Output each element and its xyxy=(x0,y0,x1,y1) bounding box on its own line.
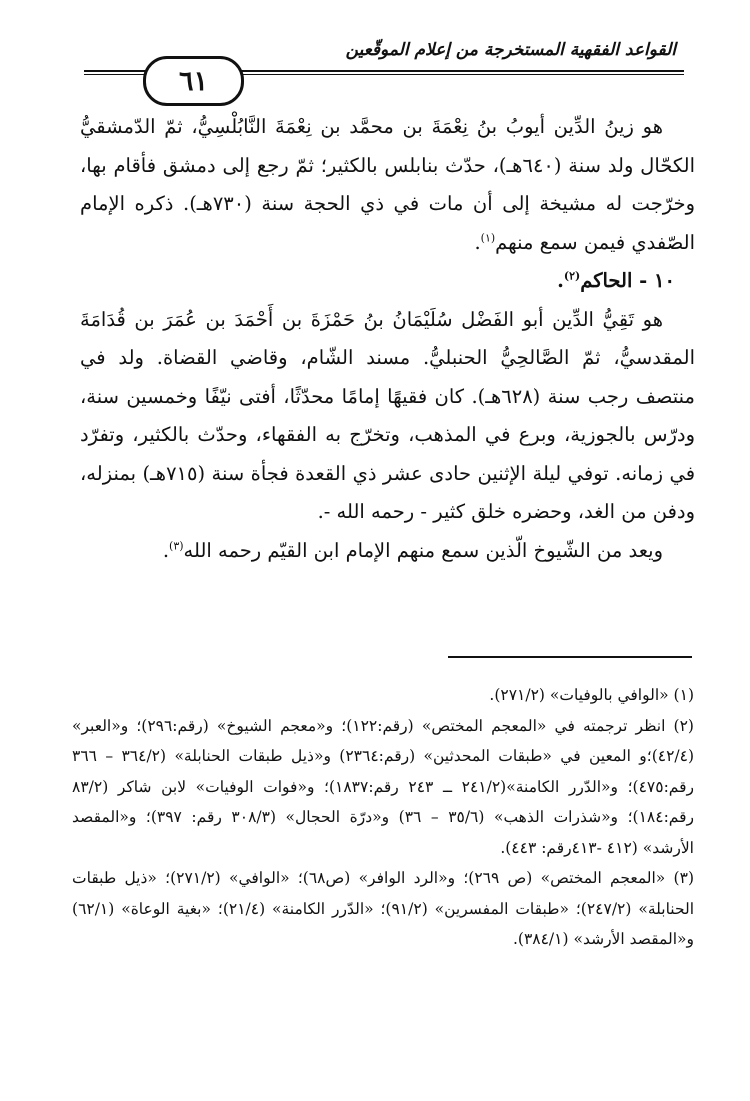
footnote-1: (١) «الوافي بالوفيات» (٢٧١/٢). xyxy=(489,686,694,704)
text-line: ودفن من الغد، وحضره خلق كثير - رحمه الله -. xyxy=(317,500,695,523)
footnote-line: و«فوات الوفيات» لابن شاكر (٨٣/٢ رقم:١٨٤)؛ و«شذرات الذهب» (٣٥/٦ – ٣٦) xyxy=(72,777,694,826)
paragraph-closing xyxy=(80,532,695,571)
footnote-ref: (٢) xyxy=(563,269,581,283)
text-line: رجب سنة (٦٢٨هـ). كان فقيهًا إمامًا محدّثًا، أفتى نيّفًا وخمسين سنة، ودرّس xyxy=(80,384,696,446)
text-line: هو زينُ الدِّين أيوبُ بنُ نِعْمَةَ بن محمَّد بن نِعْمَةَ النَّابُلْسِيُّ، ثمّ الدّمشقيُّ xyxy=(80,115,663,138)
text-line: المقدسيُّ، ثمّ الصَّالحِيُّ الحنبليُّ. مسند الشّام، وقاضي القضاة. ولد في منتصف xyxy=(80,346,695,408)
footnote-separator xyxy=(448,656,692,658)
footnote-line: (٣) «المعجم المختص» (ص ٢٦٩)؛ و«الرد الوافر» (ص٦٨)؛ «الوافي» (٢٧١/٢)؛ «ذيل xyxy=(124,869,694,887)
heading-text: ١٠ - الحاكم xyxy=(580,269,675,292)
text-line: الإمام الصّفدي فيمن سمع منهم xyxy=(80,192,695,254)
footnote-line: (٣٦٤/٢ – ٣٦٦ رقم:٤٧٥)؛ و«الدّرر الكامنة»(٢٤١/٢ ــ ٢٤٣ رقم:١٨٣٧)؛ xyxy=(72,747,694,796)
footnote-line: «بغية الوعاة» (٦٢/١) و«المقصد الأرشد» (٣٨٤/١). xyxy=(72,899,694,948)
text-end: . xyxy=(162,538,170,562)
running-header-title: القواعد الفقهية المستخرجة من إعلام الموقّعين xyxy=(345,40,676,60)
text-line: ويعد من الشّيوخ الّذين سمع منهم الإمام ابن القيّم رحمه الله xyxy=(183,538,663,562)
text-line: زمانه. توفي ليلة الإثنين حادى عشر ذي القعدة فجأة سنة (٧١٥هـ) بمنزله، xyxy=(80,461,664,485)
footnotes xyxy=(72,680,694,955)
footnote-line: (٢) انظر ترجمته في «المعجم المختص» (رقم:١٢٢)؛ و«معجم الشيوخ» (رقم:٢٩٦)؛ xyxy=(136,716,694,735)
paragraph-ayyub xyxy=(80,108,695,262)
text-line: بها، وخرّجت له مشيخة إلى أن مات في ذي الحجة سنة (٧٣٠هـ). ذكره xyxy=(80,153,695,215)
page-number: ٦١ xyxy=(143,56,244,106)
text-line: هو تَقِيُّ الدِّين أبو الفَضْل سُلَيْمَانُ بنُ حَمْزَةَ بن أَحْمَدَ بن عُمَرَ بن قُدَامَةَ xyxy=(80,307,663,331)
heading-end: . xyxy=(557,269,564,292)
text-line: الكحّال ولد سنة (٦٤٠هـ)، حدّث بنابلس بالكثير؛ ثمّ رجع إلى دمشق فأقام xyxy=(113,153,695,177)
footnote-ref: (٣) xyxy=(169,539,184,552)
footnote-line: و«العبر» (٤٢/٤)؛و المعين في «طبقات المحدثين» (رقم:٢٣٦٤) و«ذيل طبقات الحنابلة» xyxy=(72,716,695,765)
footnote-ref: (١) xyxy=(480,231,496,244)
footnote-2 xyxy=(72,711,694,864)
text-line: بالجوزية، وبرع في المذهب، وتخرّج به الفقهاء، وحدّث بالكثير، وتفرّد في xyxy=(80,423,696,485)
footnote-line: طبقات الحنابلة» (٢٤٧/٢)؛ «طبقات المفسرين» (٩١/٢)؛ «الدّرر الكامنة» (٢١/٤)؛ xyxy=(72,869,695,918)
paragraph-sulayman xyxy=(80,301,695,532)
footnote-line: و«درّة الحجال» (٣٠٨/٣ رقم: ٣٩٧)؛ و«المقصد الأرشد» (٤١٢ -٤١٣رقم: ٤٤٣). xyxy=(72,808,694,857)
section-heading-hakim xyxy=(80,262,695,301)
footnote-3 xyxy=(72,863,694,955)
text-end: . xyxy=(474,230,481,254)
main-text xyxy=(80,108,695,570)
